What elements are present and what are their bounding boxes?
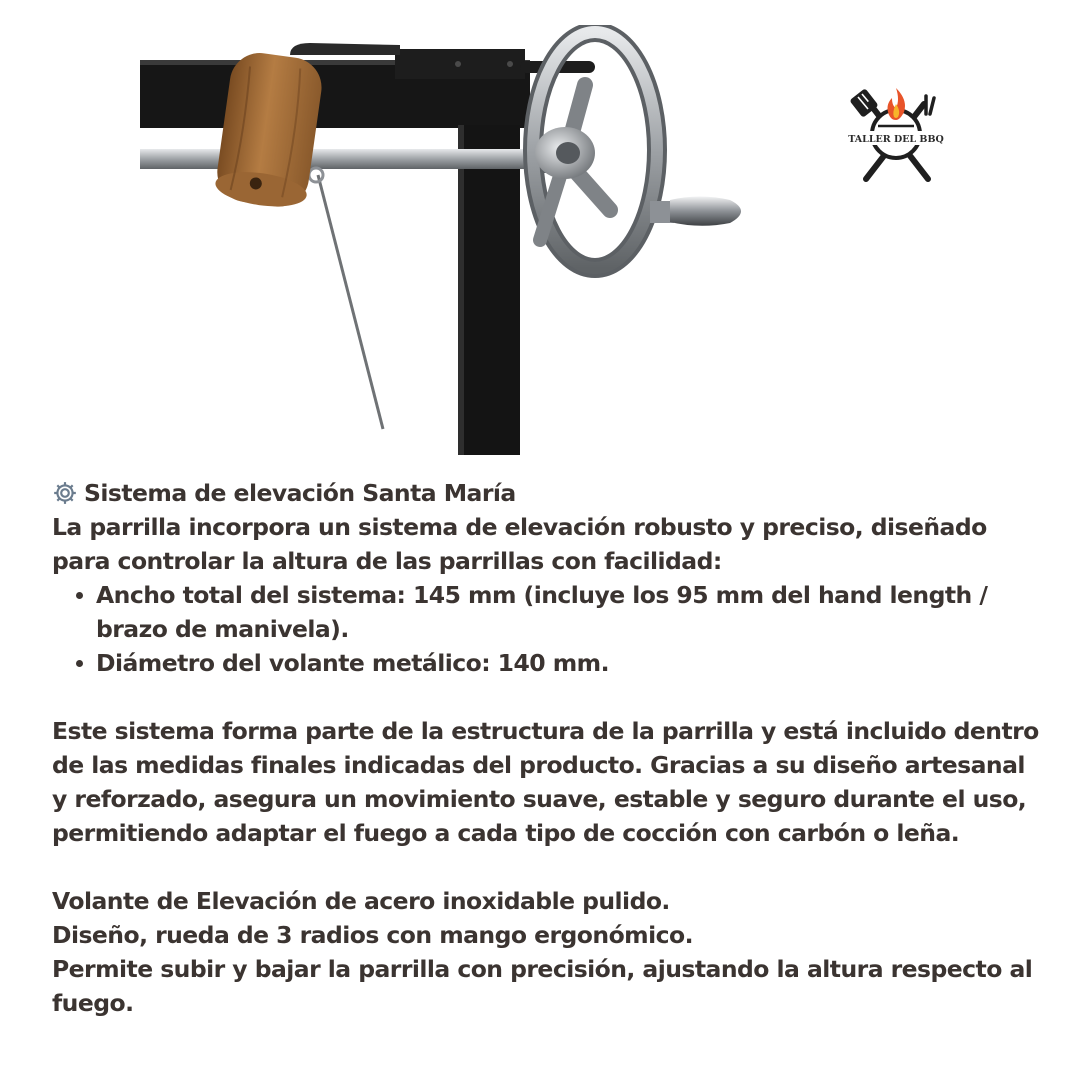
section-heading — [52, 476, 1042, 510]
spec-item-diameter: Diámetro del volante metálico: 140 mm. — [96, 646, 1042, 680]
feature-line-material: Volante de Elevación de acero inoxidable pulido. — [52, 887, 670, 915]
gear-icon — [52, 480, 78, 506]
heading-text: Sistema de elevación Santa María — [84, 479, 516, 507]
spec-item-width: Ancho total del sistema: 145 mm (incluye los 95 mm del hand length / brazo de manivela). — [96, 578, 1042, 646]
feature-line-function: Permite subir y bajar la parrilla con precisión, ajustando la altura respecto al fuego. — [52, 955, 1033, 1017]
frame-leg — [458, 125, 520, 455]
top-bar — [290, 43, 400, 55]
logo-text: TALLER DEL BBQ — [848, 134, 944, 145]
intro-text: La parrilla incorpora un sistema de elevación robusto y preciso, diseñado para controlar la altura de las parrillas con facilidad: — [52, 513, 987, 575]
description-paragraph: Este sistema forma parte de la estructura de la parrilla y está incluido dentro de las medidas finales indicadas del producto. Gracias a su diseño artesanal y reforzado, asegura un movimiento suave, estable y seguro durante el uso, permitiendo adaptar el fuego a cada tipo de cocción con carbón o leña. — [52, 717, 1039, 847]
hand-wheel — [533, 32, 657, 268]
taller-del-bbq-logo — [846, 84, 946, 184]
steel-rod — [140, 149, 540, 169]
hanging-wire — [318, 175, 383, 429]
feature-line-design: Diseño, rueda de 3 radios con mango ergonómico. — [52, 921, 693, 949]
crank-knob — [650, 197, 741, 226]
product-photo — [140, 25, 780, 455]
description-block — [52, 476, 1042, 1020]
spec-list — [52, 578, 1042, 680]
